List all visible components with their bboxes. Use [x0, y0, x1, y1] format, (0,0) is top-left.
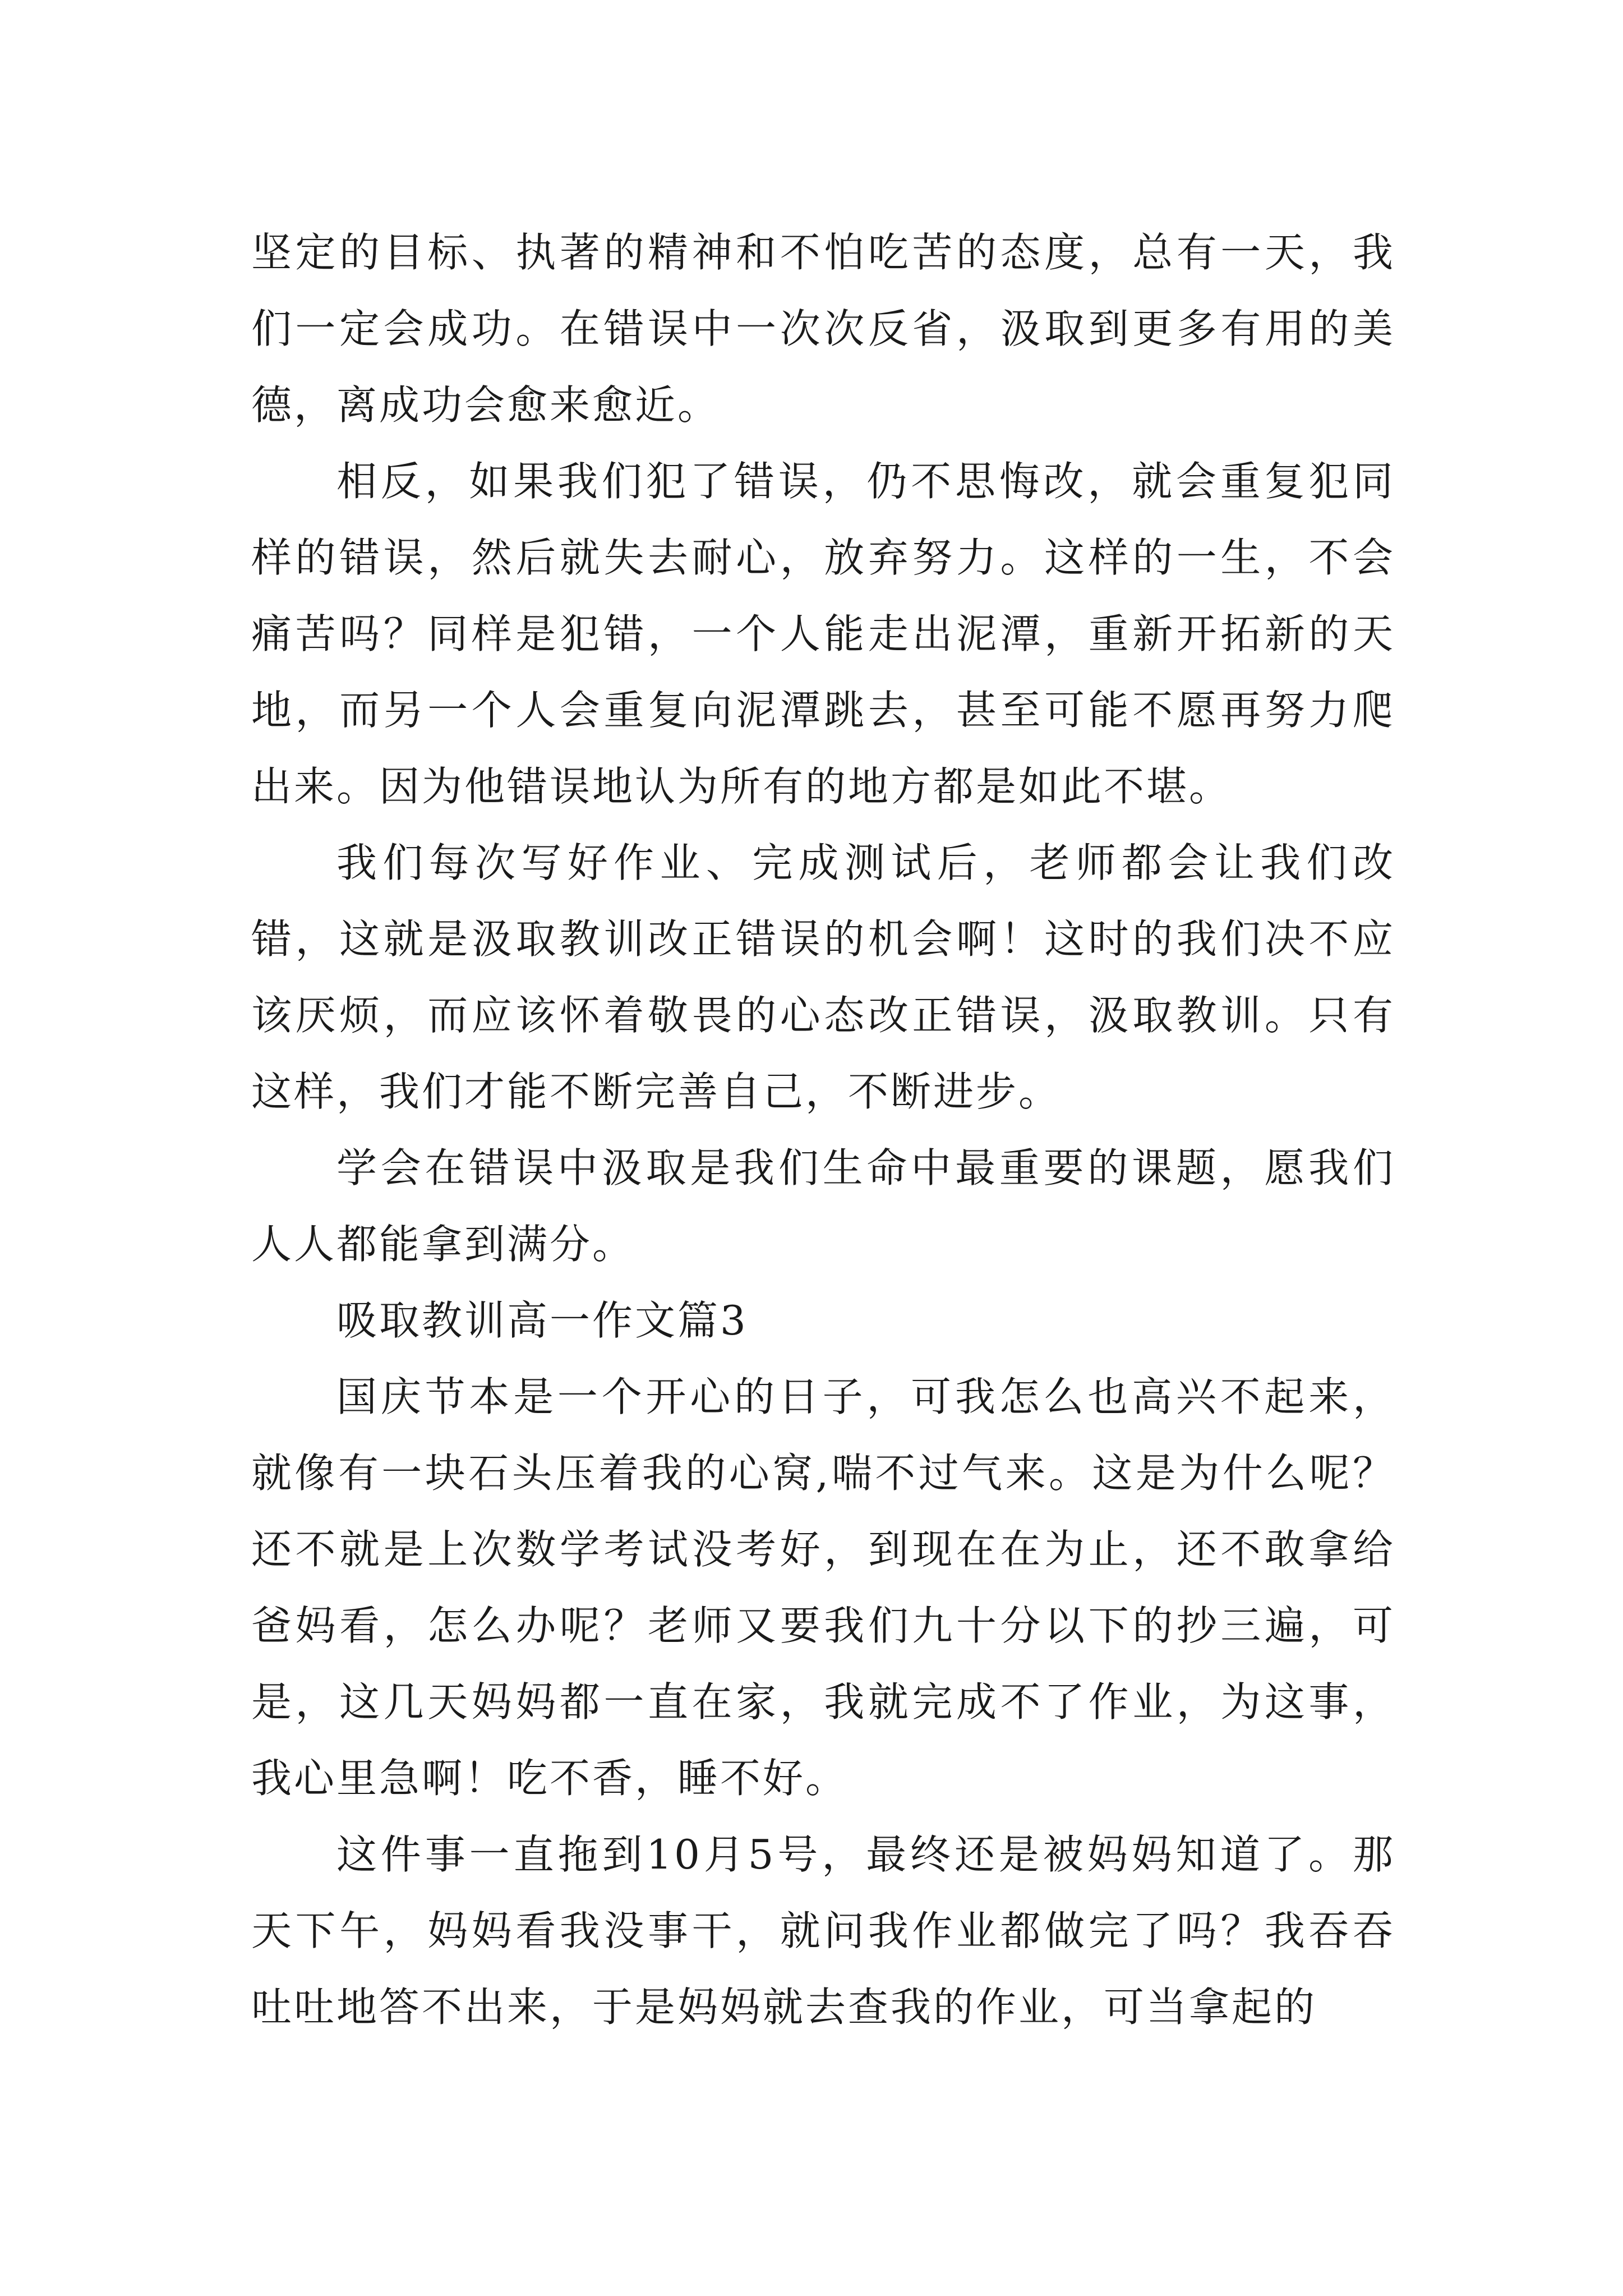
document-body: [251, 214, 1395, 2045]
paragraph: 这件事一直拖到10月5号，最终还是被妈妈知道了。那天下午，妈妈看我没事干，就问我作业都做完了吗？我吞吞吐吐地答不出来，于是妈妈就去查我的作业，可当拿起的: [251, 1831, 1395, 2031]
paragraph: 我们每次写好作业、完成测试后，老师都会让我们改错，这就是汲取教训改正错误的机会啊！这时的我们决不应该厌烦，而应该怀着敬畏的心态改正错误，汲取教训。只有这样，我们才能不断完善自己，不断进步。: [251, 839, 1395, 1115]
section-heading: 吸取教训高一作文篇3: [336, 1297, 748, 1344]
paragraph: 相反，如果我们犯了错误，仍不思悔改，就会重复犯同样的错误，然后就失去耐心，放弃努力。这样的一生，不会痛苦吗？同样是犯错，一个人能走出泥潭，重新开拓新的天地，而另一个人会重复向泥潭跳去，甚至可能不愿再努力爬出来。因为他错误地认为所有的地方都是如此不堪。: [251, 458, 1395, 810]
paragraph: 学会在错误中汲取是我们生命中最重要的课题，愿我们人人都能拿到满分。: [251, 1144, 1395, 1268]
paragraph-continued: 坚定的目标、执著的精神和不怕吃苦的态度，总有一天，我们一定会成功。在错误中一次次反省，汲取到更多有用的美德，离成功会愈来愈近。: [251, 229, 1395, 429]
paragraph: 国庆节本是一个开心的日子，可我怎么也高兴不起来，就像有一块石头压着我的心窝,喘不过气来。这是为什么呢？还不就是上次数学考试没考好，到现在在为止，还不敢拿给爸妈看，怎么办呢？老师又要我们九十分以下的抄三遍，可是，这几天妈妈都一直在家，我就完成不了作业，为这事，我心里急啊！吃不香，睡不好。: [251, 1373, 1395, 1802]
